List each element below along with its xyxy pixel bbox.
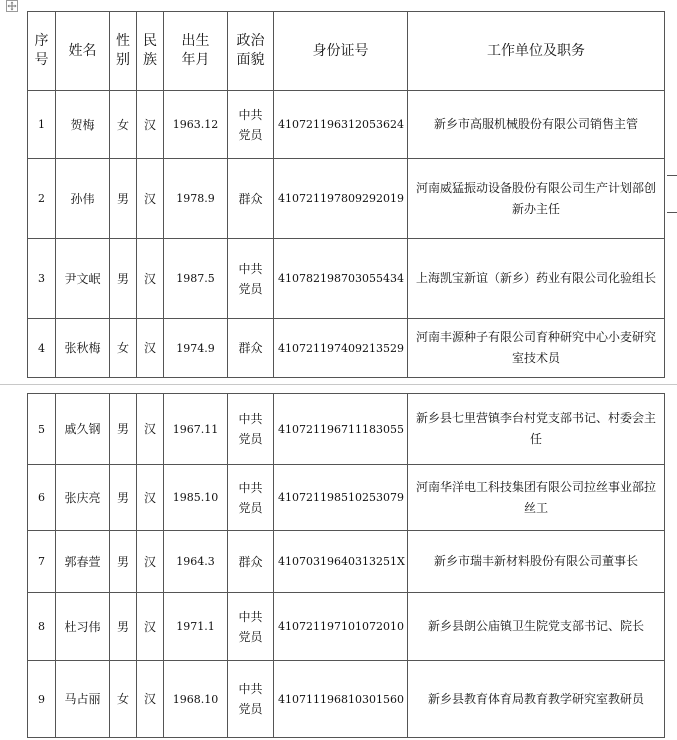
birth-cell: 1968.10 xyxy=(164,661,228,738)
seq-cell: 7 xyxy=(28,531,56,593)
politics-cell: 中共 党员 xyxy=(228,91,274,159)
politics-cell: 中共 党员 xyxy=(228,661,274,738)
ethnicity-cell: 汉 xyxy=(137,531,164,593)
birth-cell: 1987.5 xyxy=(164,239,228,319)
politics-cell: 中共 党员 xyxy=(228,239,274,319)
id-cell: 410721196312053624 xyxy=(274,91,408,159)
ethnicity-cell: 汉 xyxy=(137,593,164,661)
table-row xyxy=(28,319,665,378)
work-cell: 河南威猛振动设备股份有限公司生产计划部创新办主任 xyxy=(408,159,665,239)
name-cell: 张庆亮 xyxy=(56,465,110,531)
name-cell: 郭春萱 xyxy=(56,531,110,593)
seq-cell: 9 xyxy=(28,661,56,738)
birth-cell: 1971.1 xyxy=(164,593,228,661)
header-name: 姓名 xyxy=(56,12,110,91)
ethnicity-cell: 汉 xyxy=(137,319,164,378)
header-birth: 出生 年月 xyxy=(164,12,228,91)
header-ethnicity: 民 族 xyxy=(137,12,164,91)
birth-cell: 1963.12 xyxy=(164,91,228,159)
table-row xyxy=(28,661,665,738)
header-id: 身份证号 xyxy=(274,12,408,91)
seq-cell: 1 xyxy=(28,91,56,159)
politics-cell: 群众 xyxy=(228,319,274,378)
birth-cell: 1978.9 xyxy=(164,159,228,239)
gender-cell: 女 xyxy=(110,91,137,159)
work-cell: 新乡县教育体育局教育教学研究室教研员 xyxy=(408,661,665,738)
birth-cell: 1964.3 xyxy=(164,531,228,593)
seq-cell: 5 xyxy=(28,394,56,465)
id-cell: 410711196810301560 xyxy=(274,661,408,738)
table-row xyxy=(28,531,665,593)
work-cell: 河南华洋电工科技集团有限公司拉丝事业部拉丝工 xyxy=(408,465,665,531)
seq-cell: 8 xyxy=(28,593,56,661)
work-cell: 河南丰源种子有限公司育种研究中心小麦研究室技术员 xyxy=(408,319,665,378)
gender-cell: 男 xyxy=(110,394,137,465)
ethnicity-cell: 汉 xyxy=(137,159,164,239)
seq-cell: 2 xyxy=(28,159,56,239)
ethnicity-cell: 汉 xyxy=(137,465,164,531)
work-cell: 新乡县朗公庙镇卫生院党支部书记、院长 xyxy=(408,593,665,661)
name-cell: 杜习伟 xyxy=(56,593,110,661)
ethnicity-cell: 汉 xyxy=(137,394,164,465)
ethnicity-cell: 汉 xyxy=(137,661,164,738)
id-cell: 410721197809292019 xyxy=(274,159,408,239)
gender-cell: 男 xyxy=(110,593,137,661)
gender-cell: 男 xyxy=(110,531,137,593)
politics-cell: 中共 党员 xyxy=(228,593,274,661)
personnel-table-part-1 xyxy=(27,11,665,378)
table-row xyxy=(28,159,665,239)
table-edge-mark xyxy=(667,212,677,213)
id-cell: 410721197409213529 xyxy=(274,319,408,378)
table-row xyxy=(28,91,665,159)
header-gender: 性 别 xyxy=(110,12,137,91)
table-header-row xyxy=(28,12,665,91)
name-cell: 张秋梅 xyxy=(56,319,110,378)
politics-cell: 群众 xyxy=(228,531,274,593)
id-cell: 410721198510253079 xyxy=(274,465,408,531)
id-cell: 41070319640313251X xyxy=(274,531,408,593)
name-cell: 马占丽 xyxy=(56,661,110,738)
gender-cell: 女 xyxy=(110,319,137,378)
seq-cell: 4 xyxy=(28,319,56,378)
ethnicity-cell: 汉 xyxy=(137,239,164,319)
seq-cell: 6 xyxy=(28,465,56,531)
birth-cell: 1967.11 xyxy=(164,394,228,465)
header-politics: 政治 面貌 xyxy=(228,12,274,91)
header-seq: 序 号 xyxy=(28,12,56,91)
gender-cell: 女 xyxy=(110,661,137,738)
id-cell: 410782198703055434 xyxy=(274,239,408,319)
name-cell: 贺梅 xyxy=(56,91,110,159)
name-cell: 孙伟 xyxy=(56,159,110,239)
gender-cell: 男 xyxy=(110,239,137,319)
page-break-divider xyxy=(0,384,677,385)
politics-cell: 群众 xyxy=(228,159,274,239)
table-move-handle-icon[interactable] xyxy=(6,0,18,12)
gender-cell: 男 xyxy=(110,159,137,239)
id-cell: 410721196711183055 xyxy=(274,394,408,465)
name-cell: 尹文岷 xyxy=(56,239,110,319)
work-cell: 上海凯宝新谊（新乡）药业有限公司化验组长 xyxy=(408,239,665,319)
header-work: 工作单位及职务 xyxy=(408,12,665,91)
table-row xyxy=(28,239,665,319)
table-edge-mark xyxy=(667,175,677,176)
id-cell: 410721197101072010 xyxy=(274,593,408,661)
ethnicity-cell: 汉 xyxy=(137,91,164,159)
birth-cell: 1985.10 xyxy=(164,465,228,531)
work-cell: 新乡县七里营镇李台村党支部书记、村委会主任 xyxy=(408,394,665,465)
personnel-table-part-2 xyxy=(27,393,665,738)
name-cell: 戚久钢 xyxy=(56,394,110,465)
politics-cell: 中共 党员 xyxy=(228,465,274,531)
table-row xyxy=(28,465,665,531)
table-row xyxy=(28,593,665,661)
birth-cell: 1974.9 xyxy=(164,319,228,378)
work-cell: 新乡市瑞丰新材料股份有限公司董事长 xyxy=(408,531,665,593)
work-cell: 新乡市高服机械股份有限公司销售主管 xyxy=(408,91,665,159)
politics-cell: 中共 党员 xyxy=(228,394,274,465)
gender-cell: 男 xyxy=(110,465,137,531)
table-row xyxy=(28,394,665,465)
seq-cell: 3 xyxy=(28,239,56,319)
